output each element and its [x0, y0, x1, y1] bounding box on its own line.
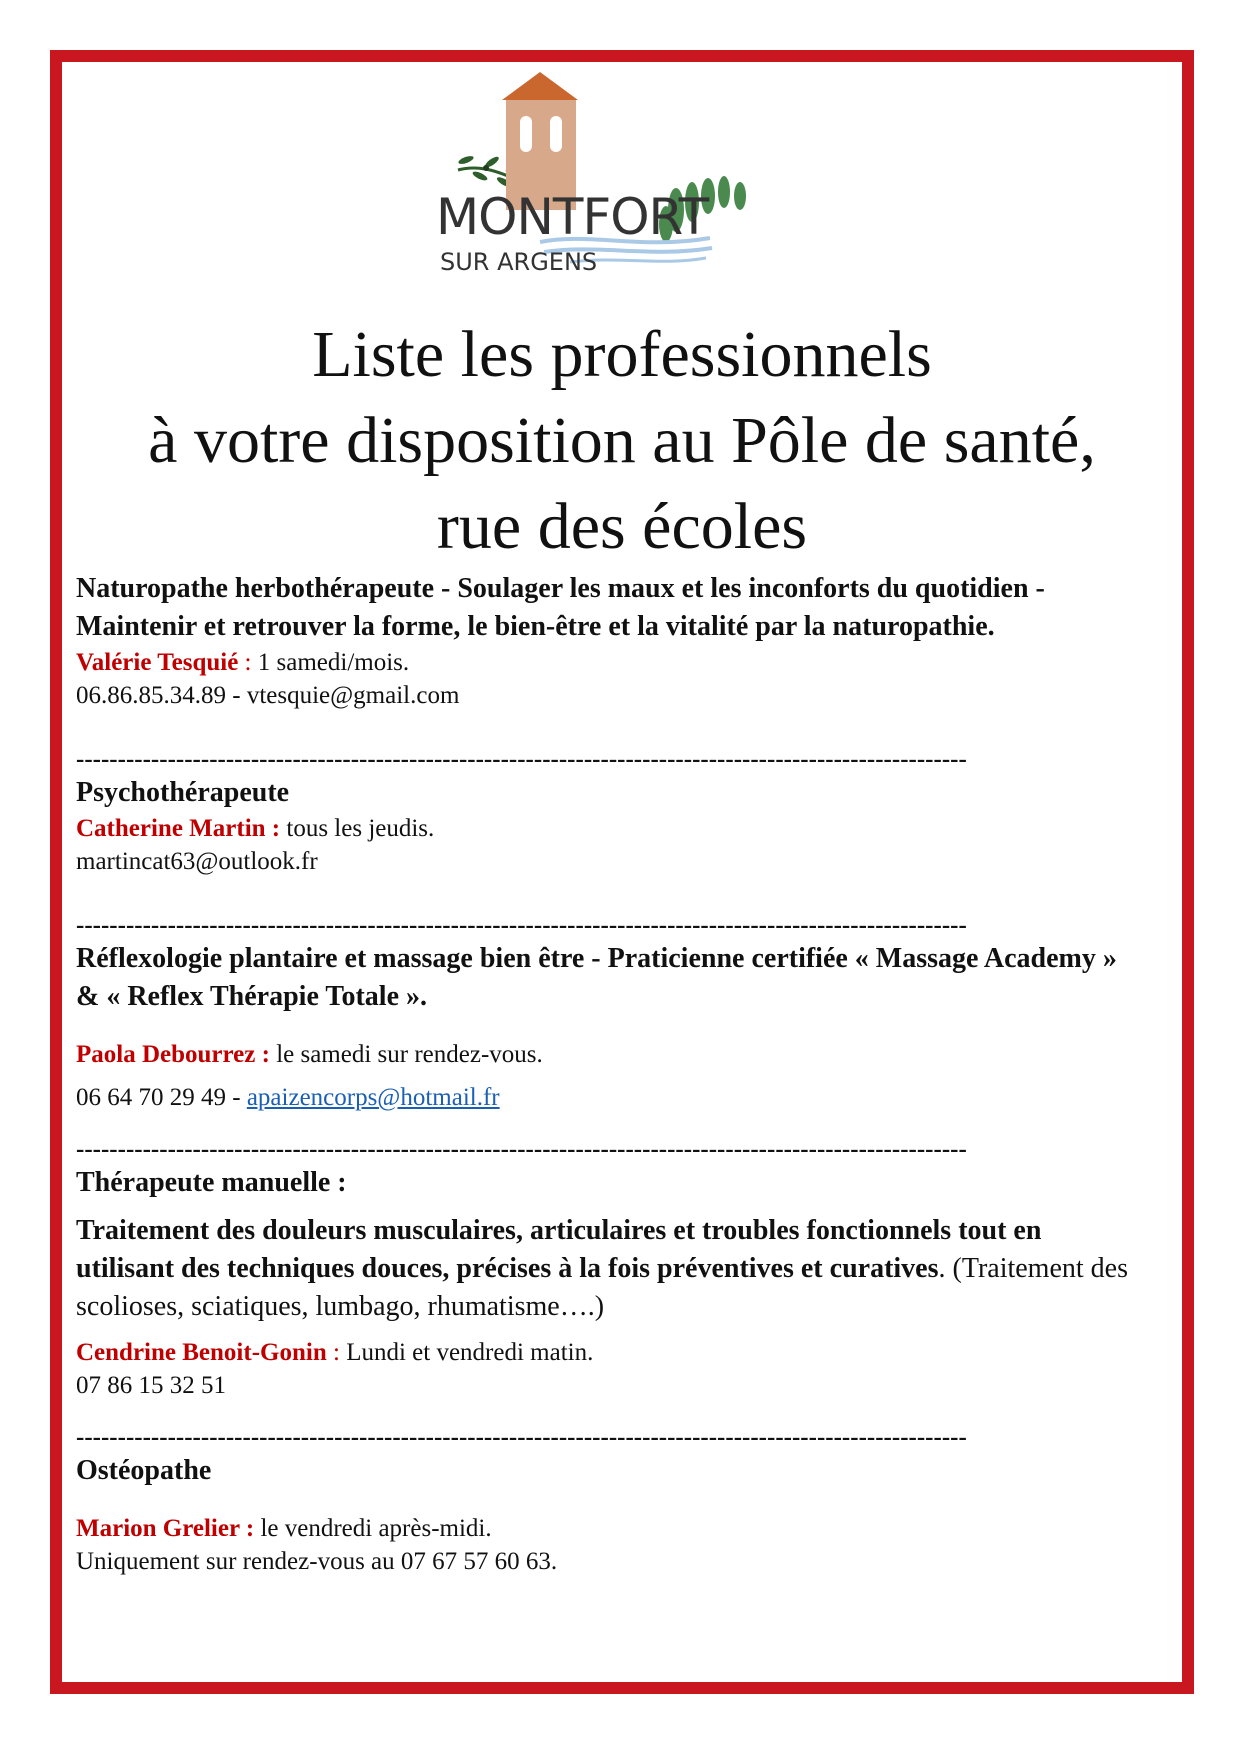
svg-text:SUR ARGENS: SUR ARGENS — [440, 248, 598, 276]
practitioner-schedule: le samedi sur rendez-vous. — [269, 1041, 543, 1068]
practitioner-line — [76, 1038, 1146, 1071]
section-heading: Naturopathe herbothérapeute - Soulager les maux et les inconforts du quotidien - Maintenir et retrouver la forme, le bien-être et la vitalité par la naturopathie. — [76, 573, 1045, 642]
practitioner-contact: 06.86.85.34.89 - vtesquie@gmail.com — [76, 682, 460, 709]
practitioner-contact — [76, 1081, 1146, 1114]
name-separator: : — [238, 649, 258, 676]
practitioner-name: Cendrine Benoit-Gonin — [76, 1339, 327, 1366]
practitioner-schedule: 1 samedi/mois. — [257, 649, 410, 676]
section-heading: Ostéopathe — [76, 1455, 212, 1486]
practitioner-line — [76, 646, 1146, 679]
practitioner-schedule: tous les jeudis. — [280, 815, 435, 842]
section-reflexologie — [76, 940, 1146, 1114]
practitioner-contact: 07 86 15 32 51 — [76, 1372, 226, 1399]
description-bold: Traitement des douleurs musculaires, articulaires et troubles fonctionnels tout en utilisant des techniques douces, précises à la fois préventives et curatives — [76, 1215, 1042, 1284]
section-divider: ----------------------------------------------------------------------------------------------------------- — [76, 746, 967, 773]
section-heading: Réflexologie plantaire et massage bien être - Praticienne certifiée « Massage Academy » & « Reflex Thérapie Totale ». — [76, 943, 1117, 1012]
section-therapeute-manuelle — [76, 1164, 1146, 1402]
description-plain: . (Traitement des scolioses, sciatiques, lumbago, rhumatisme….) — [76, 1253, 1128, 1322]
practitioner-line — [76, 812, 1146, 845]
title-line-1: Liste les professionnels — [312, 318, 932, 391]
svg-text:MONTFORT: MONTFORT — [440, 188, 709, 246]
practitioner-name: Marion Grelier : — [76, 1515, 255, 1542]
practitioner-schedule: Lundi et vendredi matin. — [346, 1339, 594, 1366]
name-separator: : — [326, 1339, 347, 1366]
section-heading: Thérapeute manuelle : — [76, 1167, 347, 1198]
practitioner-line — [76, 1512, 1146, 1545]
montfort-logo — [440, 72, 810, 294]
practitioner-line — [76, 1336, 1146, 1369]
section-naturopathe — [76, 570, 1146, 712]
section-heading: Psychothérapeute — [76, 777, 290, 808]
contact-dash: - — [226, 1084, 247, 1111]
section-description — [76, 1212, 1146, 1326]
section-divider: ----------------------------------------------------------------------------------------------------------- — [76, 1424, 967, 1451]
village-tower-logo-icon — [440, 72, 810, 294]
practitioner-contact: martincat63@outlook.fr — [76, 848, 318, 875]
professionals-list — [76, 570, 1146, 1578]
practitioner-name: Catherine Martin : — [76, 815, 281, 842]
practitioner-name: Paola Debourrez : — [76, 1041, 270, 1068]
section-divider: ----------------------------------------------------------------------------------------------------------- — [76, 1136, 967, 1163]
section-osteopathe — [76, 1452, 1146, 1578]
title-line-3: rue des écoles — [436, 490, 808, 563]
title-line-2: à votre disposition au Pôle de santé, — [148, 404, 1096, 477]
practitioner-contact: Uniquement sur rendez-vous au 07 67 57 60 63. — [76, 1548, 558, 1575]
practitioner-name: Valérie Tesquié — [76, 649, 239, 676]
section-psychotherapeute — [76, 774, 1146, 878]
practitioner-schedule: le vendredi après-midi. — [254, 1515, 492, 1542]
page-title — [62, 312, 1182, 570]
section-divider: ----------------------------------------------------------------------------------------------------------- — [76, 912, 967, 939]
email-link[interactable]: apaizencorps@hotmail.fr — [246, 1084, 500, 1111]
practitioner-phone: 06 64 70 29 49 — [76, 1084, 226, 1111]
